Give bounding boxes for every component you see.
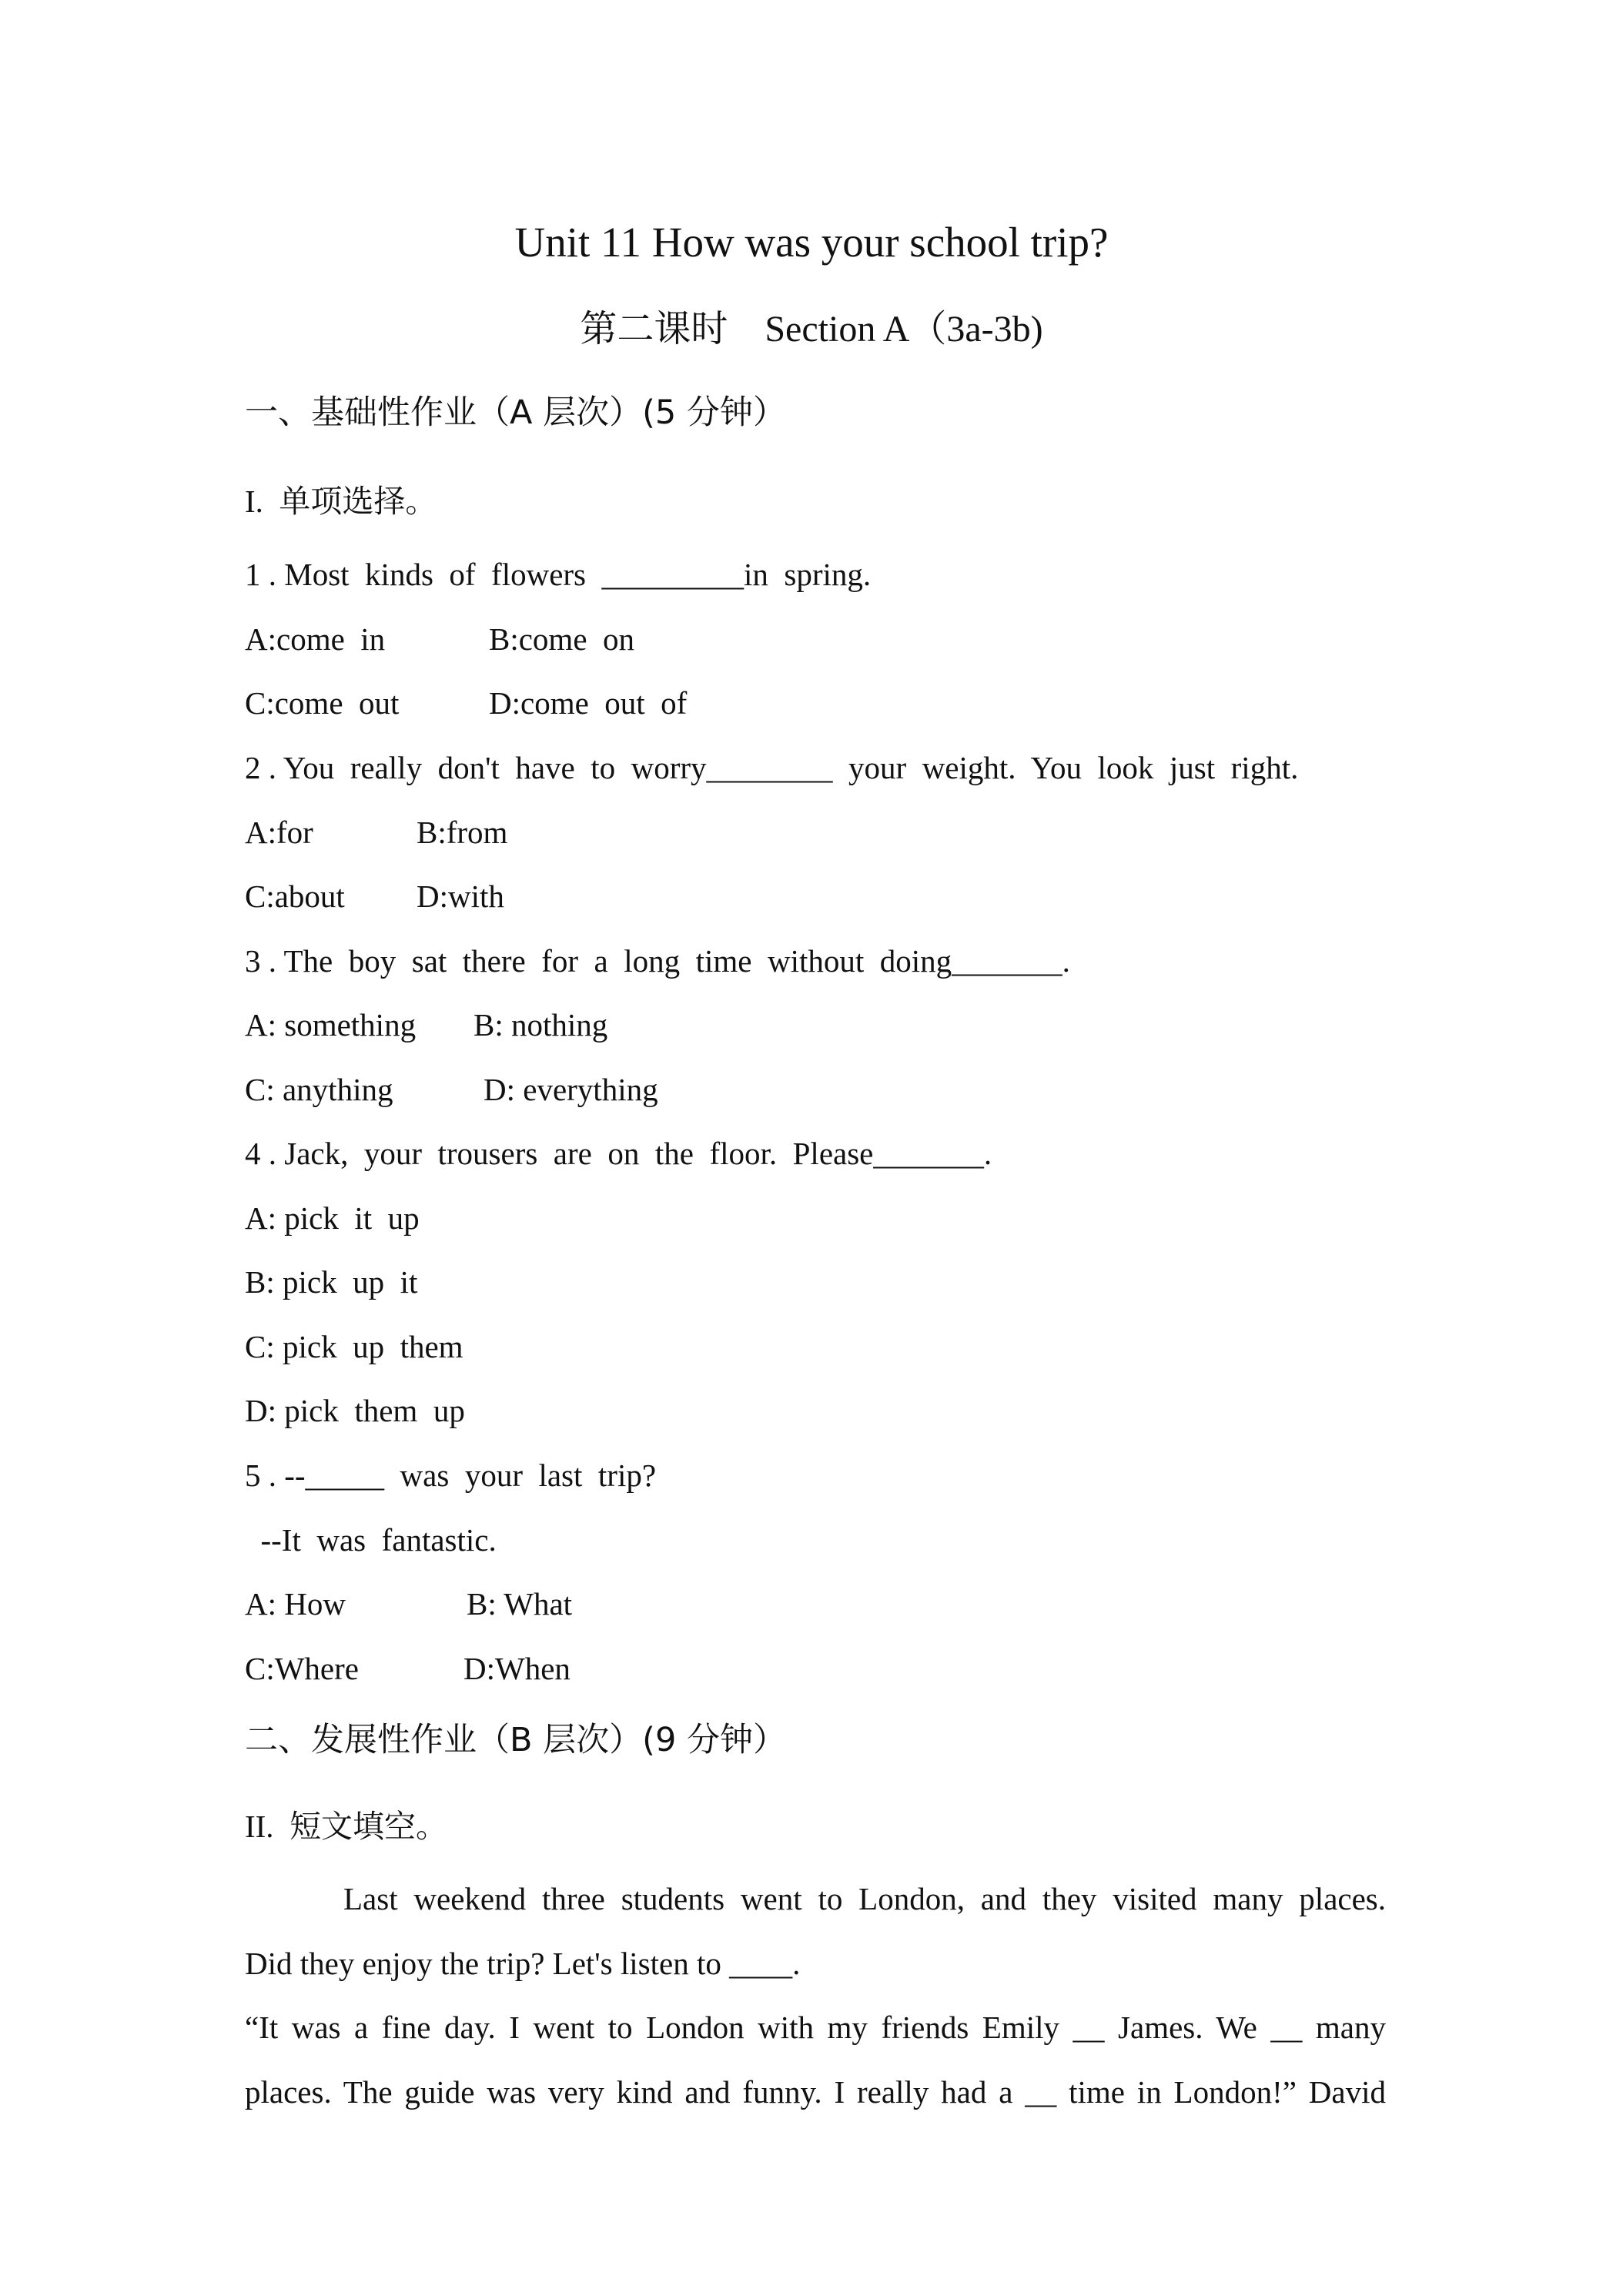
option-row: [245, 1585, 572, 1623]
option-row: [245, 877, 504, 915]
option: C:Where: [245, 1651, 359, 1686]
option: A: pick it up: [245, 1200, 420, 1236]
question-response: --It was fantastic.: [245, 1522, 497, 1558]
question-stem: 3 . The boy sat there for a long time without doing_______.: [245, 943, 1070, 979]
subtitle-section: Section A（3a-3b): [765, 309, 1043, 350]
option: D:with: [417, 879, 504, 914]
option: D:come out of: [489, 685, 688, 721]
question-stem: 1 . Most kinds of flowers _________in spring.: [245, 557, 872, 592]
option-row: [245, 1070, 658, 1109]
option-row: [245, 1006, 607, 1044]
option: D: pick them up: [245, 1393, 465, 1428]
question-stem: 2 . You really don't have to worry________ your weight. You look just right.: [245, 750, 1299, 785]
option-row: [245, 1649, 571, 1688]
option: C:come out: [245, 685, 400, 721]
subsection-label: 短文填空。: [289, 1808, 448, 1845]
subsection-roman: I.: [245, 484, 263, 519]
question-stem: 4 . Jack, your trousers are on the floor. Please_______.: [245, 1136, 992, 1171]
passage-line: Last weekend three students went to London, and they visited many places.: [343, 1881, 1386, 1916]
page-subtitle: [0, 306, 1623, 353]
option: A: How: [245, 1586, 346, 1622]
section-heading-development: 二、发展性作业（B 层次）(9 分钟）: [245, 1721, 786, 1759]
option: C:about: [245, 879, 345, 914]
question-stem: 5 . --_____ was your last trip?: [245, 1458, 657, 1493]
passage-line: Did they enjoy the trip? Let's listen to ____.: [245, 1946, 801, 1981]
option: B:from: [417, 815, 508, 850]
subsection-roman: II.: [245, 1809, 274, 1844]
passage-line: “It was a fine day. I went to London with my friends Emily __ James. We __ many: [245, 2010, 1386, 2045]
page-title: Unit 11 How was your school trip?: [514, 219, 1109, 266]
subsection-fill-blank: [245, 1806, 447, 1846]
option: A:come in: [245, 621, 386, 657]
option-row: [245, 620, 634, 658]
subtitle-lesson: 第二课时: [580, 307, 728, 350]
option: B: pick up it: [245, 1264, 418, 1300]
option: B: nothing: [474, 1007, 608, 1043]
option: B: What: [467, 1586, 573, 1622]
option: C: anything: [245, 1072, 393, 1107]
option: A: something: [245, 1007, 417, 1043]
subsection-multiple-choice: [245, 481, 437, 521]
option-row: [245, 813, 507, 852]
subsection-label: 单项选择。: [279, 483, 437, 520]
option-row: [245, 684, 687, 722]
option: D: everything: [484, 1072, 658, 1107]
option: D:When: [463, 1651, 571, 1686]
option: B:come on: [489, 621, 635, 657]
option: A:for: [245, 815, 313, 850]
option: C: pick up them: [245, 1329, 463, 1364]
section-heading-basic: 一、基础性作业（A 层次）(5 分钟）: [245, 393, 786, 432]
passage-line: places. The guide was very kind and funny. I really had a __ time in London!” David: [245, 2074, 1386, 2110]
